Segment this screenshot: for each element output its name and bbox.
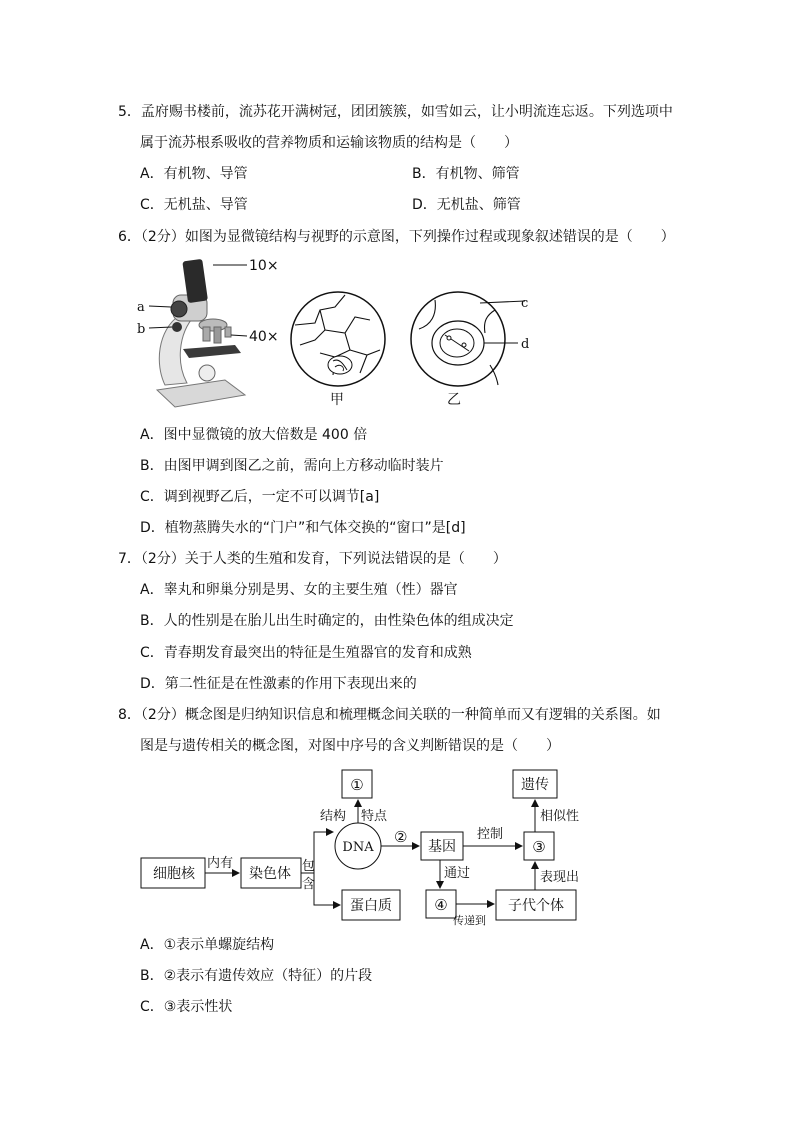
q7-option-d: D．第二性征是在性激素的作用下表现出来的	[140, 676, 417, 692]
circle2-label: ②	[394, 828, 408, 846]
objective-label: 40×	[249, 329, 279, 345]
q5-stem-line1: 5．孟府赐书楼前，流苏花开满树冠，团团簇簇，如雪如云，让小明流连忘返。下列选项中	[118, 104, 673, 120]
dna-label: DNA	[342, 840, 374, 855]
similarity-label: 相似性	[540, 809, 580, 824]
q6-stem: 6．（2分）如图为显微镜结构与视野的示意图，下列操作过程或现象叙述错误的是（ ）	[118, 229, 675, 245]
gene-label: 基因	[428, 839, 456, 855]
label-d: d	[521, 337, 530, 352]
q5-stem-line2: 属于流苏根系吸收的营养物质和运输该物质的结构是（ ）	[140, 135, 518, 151]
field-jia	[291, 292, 385, 386]
feature-label: 特点	[361, 809, 388, 824]
q6-option-b: B．由图甲调到图乙之前，需向上方移动临时装片	[140, 458, 444, 474]
field-yi-label: 乙	[447, 392, 461, 408]
q5-option-b: B．有机物、筛管	[412, 166, 520, 182]
q6-option-c: C．调到视野乙后，一定不可以调节[a]	[140, 489, 380, 505]
control-label: 控制	[477, 827, 504, 842]
circle4-label: ④	[434, 896, 448, 914]
concept-map	[130, 762, 600, 927]
contains-label-1: 包	[302, 859, 316, 874]
nucleus-label: 细胞核	[153, 866, 195, 882]
label-b: b	[137, 322, 146, 337]
q7-option-a: A．睾丸和卵巢分别是男、女的主要生殖（性）器官	[140, 582, 458, 598]
heredity-label: 遗传	[521, 777, 549, 793]
has-inside-label: 内有	[207, 856, 234, 871]
q7-option-b: B．人的性别是在胎儿出生时确定的，由性染色体的组成决定	[140, 613, 514, 629]
field-jia-label: 甲	[330, 392, 344, 408]
transfer-to-label: 传递到	[453, 914, 486, 927]
label-c: c	[521, 296, 529, 311]
circle1-label: ①	[350, 776, 364, 794]
q8-option-b: B．②表示有遗传效应（特征）的片段	[140, 968, 373, 984]
q7-stem: 7．（2分）关于人类的生殖和发育，下列说法错误的是（ ）	[118, 551, 507, 567]
pass-via-label: 通过	[444, 866, 471, 881]
structure-label: 结构	[320, 809, 347, 824]
q8-stem-line1: 8．（2分）概念图是归纳知识信息和梳理概念间关联的一种简单而又有逻辑的关系图。如	[118, 707, 661, 723]
circle3-label: ③	[532, 838, 546, 856]
q8-option-c: C．③表示性状	[140, 999, 233, 1015]
q8-stem-line2: 图是与遗传相关的概念图，对图中序号的含义判断错误的是（ ）	[140, 738, 560, 754]
eyepiece-label: 10×	[249, 258, 279, 274]
q5-option-a: A．有机物、导管	[140, 166, 248, 182]
q5-option-c: C．无机盐、导管	[140, 197, 248, 213]
offspring-label: 子代个体	[508, 898, 564, 914]
microscope-icon	[149, 259, 247, 407]
q7-option-c: C．青春期发育最突出的特征是生殖器官的发育和成熟	[140, 645, 472, 661]
q5-option-d: D．无机盐、筛管	[412, 197, 521, 213]
q6-option-d: D．植物蒸腾失水的“门户”和气体交换的“窗口”是[d]	[140, 520, 466, 536]
chromosome-label: 染色体	[249, 866, 291, 882]
q8-option-a: A．①表示单螺旋结构	[140, 937, 275, 953]
microscope-figure	[135, 255, 555, 415]
protein-label: 蛋白质	[350, 898, 392, 914]
q6-option-a: A．图中显微镜的放大倍数是 400 倍	[140, 427, 368, 443]
express-label: 表现出	[540, 870, 580, 885]
label-a: a	[137, 300, 145, 315]
field-yi	[411, 292, 525, 386]
contains-label-2: 含	[302, 877, 316, 892]
